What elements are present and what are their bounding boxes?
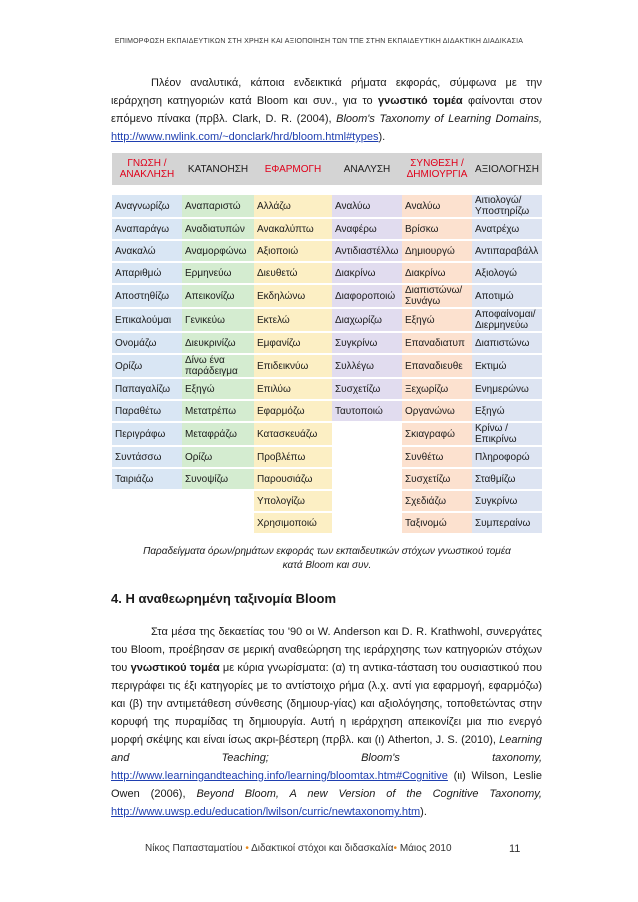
table-cell: Συσχετίζω — [332, 379, 402, 401]
table-row — [112, 195, 542, 219]
table-cell: Αλλάζω — [254, 195, 332, 219]
table-row — [112, 469, 542, 491]
table-cell: Παρουσιάζω — [254, 469, 332, 491]
body-reference-link-2[interactable]: http://www.uwsp.edu/education/lwilson/curric/newtaxonomy.htm — [111, 806, 421, 818]
table-cell: Αναμορφώνω — [182, 241, 254, 263]
intro-bold-term: γνωστικό τομέα — [378, 95, 463, 107]
table-cell — [112, 491, 182, 513]
header-analysis: ΑΝΑΛΥΣΗ — [332, 153, 402, 187]
table-cell: Παραθέτω — [112, 401, 182, 423]
table-cell: Εξηγώ — [472, 401, 542, 423]
table-cell: Εξηγώ — [182, 379, 254, 401]
table-cell: Συνοψίζω — [182, 469, 254, 491]
table-cell — [332, 423, 402, 447]
table-cell: Προβλέπω — [254, 447, 332, 469]
table-cell: Βρίσκω — [402, 219, 472, 241]
table-cell — [332, 513, 402, 535]
table-cell: Ξεχωρίζω — [402, 379, 472, 401]
table-cell — [182, 513, 254, 535]
table-cell: Ανακαλώ — [112, 241, 182, 263]
table-row — [112, 447, 542, 469]
table-cell: Εκτελώ — [254, 309, 332, 333]
table-cell: Συντάσσω — [112, 447, 182, 469]
header-knowledge: ΓΝΩΣΗ / ΑΝΑΚΛΗΣΗ — [112, 153, 182, 187]
footer-bullet-1: • — [245, 843, 249, 854]
table-row — [112, 491, 542, 513]
intro-reference-title: Bloom's Taxonomy of Learning Domains, — [336, 113, 543, 125]
header-synthesis: ΣΥΝΘΕΣΗ / ΔΗΜΙΟΥΡΓΙΑ — [402, 153, 472, 187]
table-cell: Μετατρέπω — [182, 401, 254, 423]
table-cell: Ορίζω — [112, 355, 182, 379]
table-cell: Σχεδιάζω — [402, 491, 472, 513]
table-row — [112, 379, 542, 401]
table-cell: Γενικεύω — [182, 309, 254, 333]
table-cell: Χρησιμοποιώ — [254, 513, 332, 535]
table-cell: Εκδηλώνω — [254, 285, 332, 309]
footer-title: Διδακτικοί στόχοι και διδασκαλία — [251, 843, 394, 854]
table-cell: Σταθμίζω — [472, 469, 542, 491]
table-cell: Διαπιστώνω — [472, 333, 542, 355]
table-cell — [332, 491, 402, 513]
table-row — [112, 513, 542, 535]
table-cell: Αποτιμώ — [472, 285, 542, 309]
table-cell: Εμφανίζω — [254, 333, 332, 355]
table-cell: Διαχωρίζω — [332, 309, 402, 333]
section-title: 4. Η αναθεωρημένη ταξινομία Bloom — [111, 591, 337, 606]
table-cell: Αξιοποιώ — [254, 241, 332, 263]
table-row — [112, 309, 542, 333]
table-cell: Εφαρμόζω — [254, 401, 332, 423]
page-number: 11 — [509, 843, 521, 855]
table-cell: Αναλύω — [402, 195, 472, 219]
table-cell: Ονομάζω — [112, 333, 182, 355]
table-row — [112, 219, 542, 241]
table-cell: Αξιολογώ — [472, 263, 542, 285]
table-caption: Παραδείγματα όρων/ρημάτων εκφοράς των εκπαιδευτικών στόχων γνωστικού τομέα κατά Bloom και συν. — [143, 546, 511, 571]
table-cell: Περιγράφω — [112, 423, 182, 447]
table-cell: Αιτιολογώ/ Υποστηρίζω — [472, 195, 542, 219]
table-cell: Ταξινομώ — [402, 513, 472, 535]
table-cell — [112, 513, 182, 535]
table-cell: Κρίνω / Επικρίνω — [472, 423, 542, 447]
table-cell: Ανακαλύπτω — [254, 219, 332, 241]
table-cell: Δημιουργώ — [402, 241, 472, 263]
table-cell: Διευκρινίζω — [182, 333, 254, 355]
body-paragraph: Στα μέσα της δεκαετίας του '90 οι W. Anderson και D. R. Krathwohl, συνεργάτες του Bloom, προέβησαν σε μερική αναθεώρηση της ιεράρχησης των κατηγοριών στόχων του γνωστικού τομέα με κύρια γνωρίσματα: (α) τη αντικα-τάσταση του ουσιαστικού που περιγράφει τις έξι κατηγορίες με το αντίστοιχο ρήμα (λ.χ. αντί για εφαρμογή, εφαρμόζω) και (β) την αντιμετάθεση σύνθεσης (δημιουρ-γίας) και αξιολόγησης, τοποθετώντας στην κορυφή της πυραμίδας τη δημιουργία. Αυτή η ιεράρχηση απεικονίζει μια πιο ενεργό μορφή σκέψης και είναι ίσως ακρι-βέστερη (πρβλ. και (ι) Atherton, J. S. (2010), Learning and Teaching; Bloom's taxonomy, http://www.learningandteaching.info/learning/bloomtax.htm#Cognitive (ιι) Wilson, Leslie Owen (2006), Beyond Bloom, A new Version of the Cognitive Taxonomy, http://www.uwsp.edu/education/lwilson/curric/newtaxonomy.htm). — [111, 626, 542, 818]
table-row — [112, 333, 542, 355]
table-cell: Διακρίνω — [402, 263, 472, 285]
footer-bullet-2: • — [393, 843, 398, 854]
table-cell: Αποστηθίζω — [112, 285, 182, 309]
table-cell — [332, 469, 402, 491]
table-cell: Ανατρέχω — [472, 219, 542, 241]
table-cell: Διαφοροποιώ — [332, 285, 402, 309]
table-cell: Αναγνωρίζω — [112, 195, 182, 219]
table-cell: Μεταφράζω — [182, 423, 254, 447]
header-comprehension: ΚΑΤΑΝΟΗΣΗ — [182, 153, 254, 187]
table-cell: Ενημερώνω — [472, 379, 542, 401]
table-cell: Συσχετίζω — [402, 469, 472, 491]
table-row — [112, 285, 542, 309]
table-cell: Οργανώνω — [402, 401, 472, 423]
intro-paragraph: Πλέον αναλυτικά, κάποια ενδεικτικά ρήματα εκφοράς, σύμφωνα με την ιεράρχηση κατηγοριών κατά Bloom και συν., για το γνωστικό τομέα φαίνονται στον επόμενο πίνακα (πρβλ. Clark, D. R. (2004), Bloom's Taxonomy of Learning Domains, http://www.nwlink.com/~donclark/hrd/bloom.html#types). — [111, 77, 543, 143]
table-cell: Απαριθμώ — [112, 263, 182, 285]
table-cell: Σκιαγραφώ — [402, 423, 472, 447]
table-cell: Ερμηνεύω — [182, 263, 254, 285]
table-cell: Αναδιατυπών — [182, 219, 254, 241]
table-cell: Αντιδιαστέλλω — [332, 241, 402, 263]
table-cell: Αναφέρω — [332, 219, 402, 241]
body-reference-title-2: Beyond Bloom, A new Version of the Cognitive Taxonomy, — [196, 788, 542, 800]
table-cell: Επαναδιευθε — [402, 355, 472, 379]
table-cell: Συγκρίνω — [472, 491, 542, 513]
table-cell: Συγκρίνω — [332, 333, 402, 355]
table-cell: Υπολογίζω — [254, 491, 332, 513]
body-bold-term: γνωστικού τομέα — [130, 662, 220, 674]
table-cell: Επιδεικνύω — [254, 355, 332, 379]
table-cell: Επαναδιατυπ — [402, 333, 472, 355]
table-row — [112, 401, 542, 423]
table-cell: Συνθέτω — [402, 447, 472, 469]
table-cell: Αντιπαραβάλλ — [472, 241, 542, 263]
table-cell: Διαπιστώνω/ Συνάγω — [402, 285, 472, 309]
table-cell: Εκτιμώ — [472, 355, 542, 379]
body-reference-title-1: Learning and Teaching; Bloom's taxonomy, — [111, 734, 542, 764]
table-cell: Πληροφορώ — [472, 447, 542, 469]
table-cell: Επιλύω — [254, 379, 332, 401]
header-application: ΕΦΑΡΜΟΓΗ — [254, 153, 332, 187]
table-cell: Παπαγαλίζω — [112, 379, 182, 401]
header-evaluation: ΑΞΙΟΛΟΓΗΣΗ — [472, 153, 542, 187]
table-row — [112, 355, 542, 379]
table-cell: Συλλέγω — [332, 355, 402, 379]
table-cell: Αποφαίνομαι/ Διερμηνεύω — [472, 309, 542, 333]
table-cell: Αναπαριστώ — [182, 195, 254, 219]
table-row — [112, 423, 542, 447]
intro-reference-link[interactable]: http://www.nwlink.com/~donclark/hrd/bloom.html#types — [111, 131, 379, 143]
footer-date: Μάιος 2010 — [399, 843, 452, 854]
table-cell: Συμπεραίνω — [472, 513, 542, 535]
table-cell — [182, 491, 254, 513]
footer-author: Νίκος Παπασταματίου — [145, 843, 243, 854]
table-cell: Ταυτοποιώ — [332, 401, 402, 423]
table-cell: Κατασκευάζω — [254, 423, 332, 447]
table-cell: Αναλύω — [332, 195, 402, 219]
table-row — [112, 241, 542, 263]
table-cell: Διευθετώ — [254, 263, 332, 285]
table-cell: Ταιριάζω — [112, 469, 182, 491]
running-header: ΕΠΙΜΟΡΦΩΣΗ ΕΚΠΑΙΔΕΥΤΙΚΩΝ ΣΤΗ ΧΡΗΣΗ ΚΑΙ ΑΞΙΟΠΟΙΗΣΗ ΤΩΝ ΤΠΕ ΣΤΗΝ ΕΚΠΑΙΔΕΥΤΙΚΗ ΔΙΔΑΚΤΙΚΗ ΔΙΑΔΙΚΑΣΙΑ — [114, 38, 524, 45]
table-cell: Διακρίνω — [332, 263, 402, 285]
table-cell: Δίνω ένα παράδειγμα — [182, 355, 254, 379]
table-cell — [332, 447, 402, 469]
bloom-verbs-table — [112, 153, 542, 535]
table-cell: Απεικονίζω — [182, 285, 254, 309]
table-cell: Επικαλούμαι — [112, 309, 182, 333]
body-reference-link-1[interactable]: http://www.learningandteaching.info/learning/bloomtax.htm#Cognitive — [111, 770, 448, 782]
table-row — [112, 263, 542, 285]
table-cell: Ορίζω — [182, 447, 254, 469]
table-header-row — [112, 153, 542, 187]
table-cell: Εξηγώ — [402, 309, 472, 333]
table-cell: Αναπαράγω — [112, 219, 182, 241]
